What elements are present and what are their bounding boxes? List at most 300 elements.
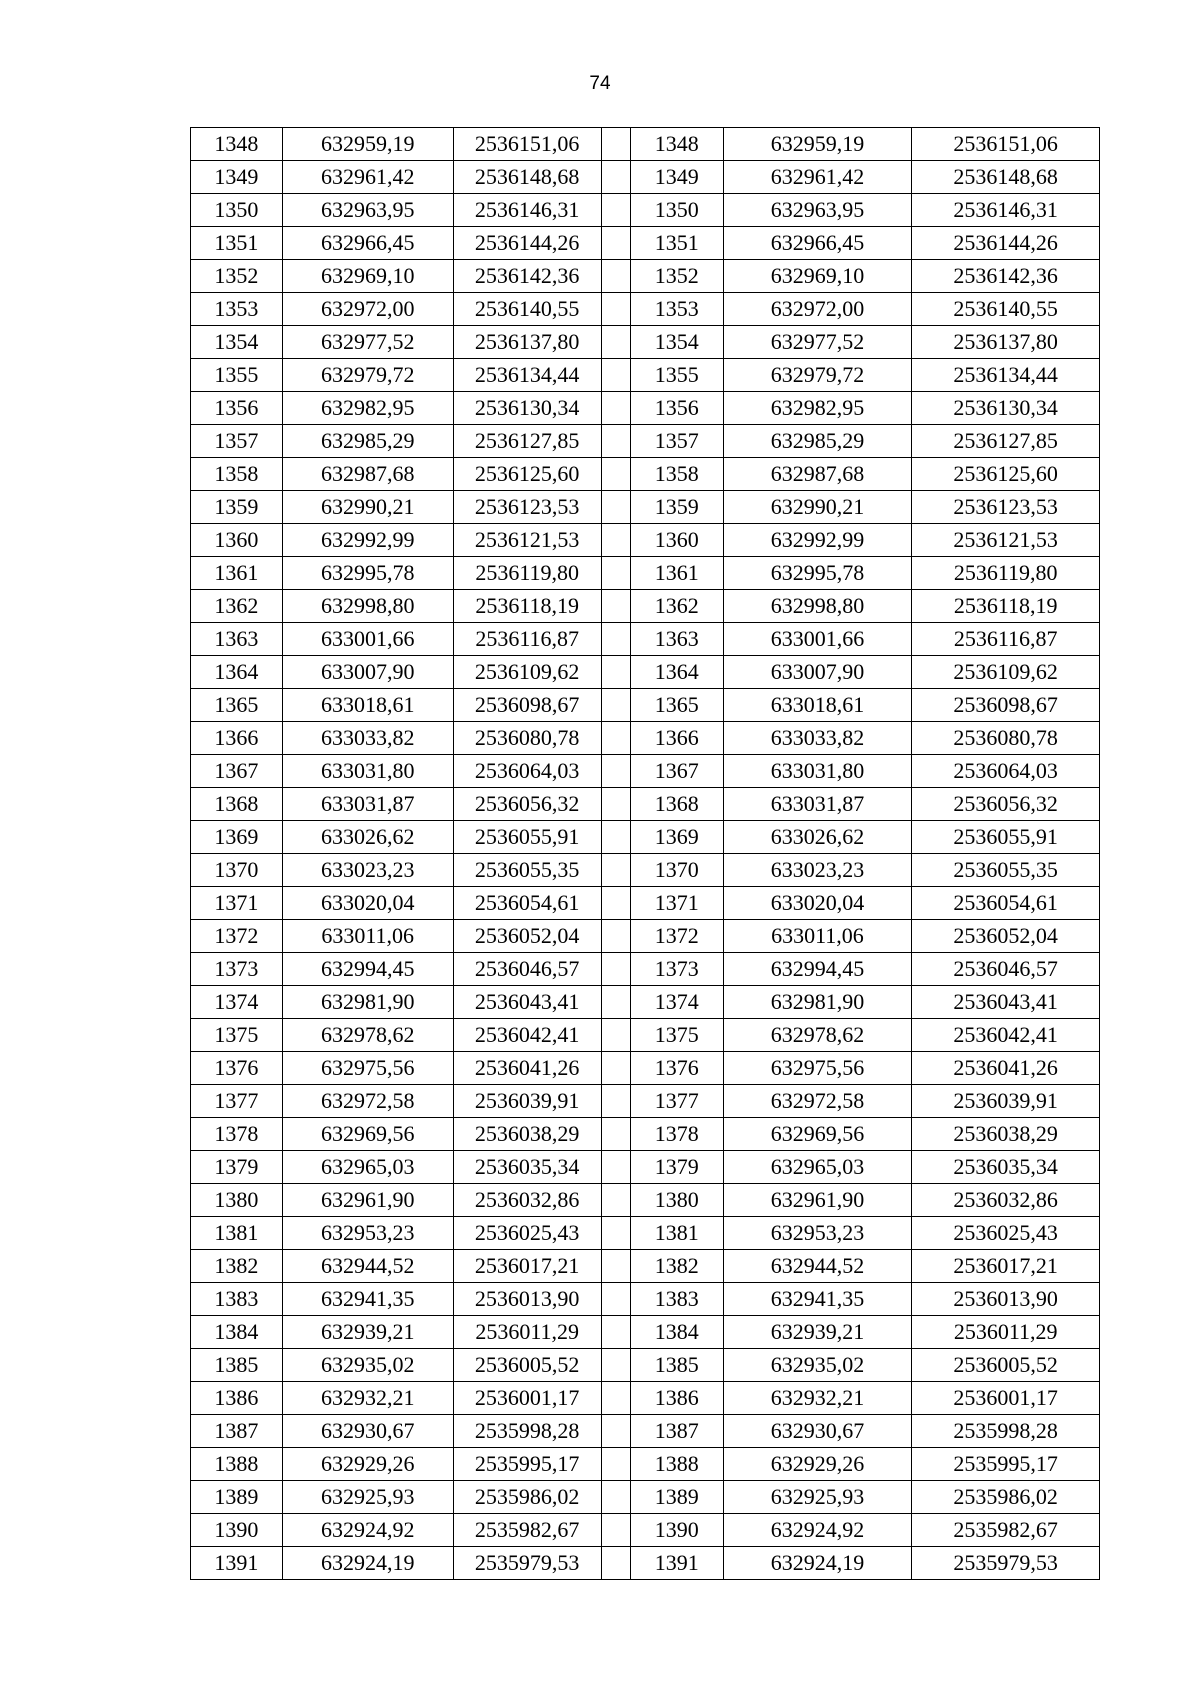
table-row <box>191 1349 1100 1382</box>
y-coordinate-cell: 2536144,26 <box>912 227 1100 260</box>
y-coordinate-cell: 2536121,53 <box>453 524 601 557</box>
x-coordinate-cell: 633020,04 <box>723 887 912 920</box>
table-row <box>191 128 1100 161</box>
table-row <box>191 821 1100 854</box>
spacer-cell <box>601 920 630 953</box>
point-number-cell: 1383 <box>630 1283 723 1316</box>
spacer-cell <box>601 1085 630 1118</box>
point-number-cell: 1362 <box>630 590 723 623</box>
x-coordinate-cell: 632961,42 <box>723 161 912 194</box>
x-coordinate-cell: 632990,21 <box>282 491 453 524</box>
spacer-cell <box>601 1316 630 1349</box>
y-coordinate-cell: 2536130,34 <box>912 392 1100 425</box>
y-coordinate-cell: 2536140,55 <box>453 293 601 326</box>
x-coordinate-cell: 632939,21 <box>282 1316 453 1349</box>
table-row <box>191 1052 1100 1085</box>
spacer-cell <box>601 326 630 359</box>
table-row <box>191 689 1100 722</box>
table-row <box>191 920 1100 953</box>
y-coordinate-cell: 2536005,52 <box>912 1349 1100 1382</box>
x-coordinate-cell: 632972,58 <box>282 1085 453 1118</box>
y-coordinate-cell: 2536017,21 <box>453 1250 601 1283</box>
point-number-cell: 1382 <box>630 1250 723 1283</box>
point-number-cell: 1355 <box>191 359 283 392</box>
x-coordinate-cell: 632982,95 <box>723 392 912 425</box>
point-number-cell: 1376 <box>630 1052 723 1085</box>
x-coordinate-cell: 632963,95 <box>723 194 912 227</box>
y-coordinate-cell: 2536055,91 <box>453 821 601 854</box>
page-number: 74 <box>589 73 611 94</box>
y-coordinate-cell: 2536148,68 <box>453 161 601 194</box>
y-coordinate-cell: 2535982,67 <box>912 1514 1100 1547</box>
spacer-cell <box>601 1052 630 1085</box>
x-coordinate-cell: 632969,10 <box>723 260 912 293</box>
point-number-cell: 1390 <box>630 1514 723 1547</box>
y-coordinate-cell: 2536032,86 <box>912 1184 1100 1217</box>
y-coordinate-cell: 2536125,60 <box>453 458 601 491</box>
table-row <box>191 1250 1100 1283</box>
point-number-cell: 1363 <box>630 623 723 656</box>
y-coordinate-cell: 2536127,85 <box>453 425 601 458</box>
y-coordinate-cell: 2535982,67 <box>453 1514 601 1547</box>
point-number-cell: 1378 <box>630 1118 723 1151</box>
spacer-cell <box>601 1283 630 1316</box>
point-number-cell: 1366 <box>191 722 283 755</box>
table-row <box>191 1019 1100 1052</box>
table-row <box>191 755 1100 788</box>
x-coordinate-cell: 632977,52 <box>282 326 453 359</box>
spacer-cell <box>601 425 630 458</box>
x-coordinate-cell: 633033,82 <box>282 722 453 755</box>
x-coordinate-cell: 633026,62 <box>723 821 912 854</box>
point-number-cell: 1373 <box>630 953 723 986</box>
y-coordinate-cell: 2536055,35 <box>912 854 1100 887</box>
point-number-cell: 1384 <box>191 1316 283 1349</box>
y-coordinate-cell: 2536098,67 <box>453 689 601 722</box>
y-coordinate-cell: 2536035,34 <box>453 1151 601 1184</box>
x-coordinate-cell: 632944,52 <box>723 1250 912 1283</box>
y-coordinate-cell: 2536116,87 <box>453 623 601 656</box>
x-coordinate-cell: 632930,67 <box>723 1415 912 1448</box>
point-number-cell: 1380 <box>630 1184 723 1217</box>
y-coordinate-cell: 2536039,91 <box>912 1085 1100 1118</box>
x-coordinate-cell: 632925,93 <box>723 1481 912 1514</box>
table-row <box>191 854 1100 887</box>
x-coordinate-cell: 632982,95 <box>282 392 453 425</box>
x-coordinate-cell: 632941,35 <box>282 1283 453 1316</box>
y-coordinate-cell: 2536123,53 <box>912 491 1100 524</box>
point-number-cell: 1386 <box>630 1382 723 1415</box>
x-coordinate-cell: 632987,68 <box>723 458 912 491</box>
spacer-cell <box>601 458 630 491</box>
table-row <box>191 458 1100 491</box>
x-coordinate-cell: 633018,61 <box>282 689 453 722</box>
table-row <box>191 1283 1100 1316</box>
spacer-cell <box>601 128 630 161</box>
point-number-cell: 1390 <box>191 1514 283 1547</box>
x-coordinate-cell: 633031,80 <box>723 755 912 788</box>
point-number-cell: 1389 <box>630 1481 723 1514</box>
point-number-cell: 1391 <box>191 1547 283 1580</box>
y-coordinate-cell: 2536146,31 <box>912 194 1100 227</box>
table-row <box>191 524 1100 557</box>
spacer-cell <box>601 986 630 1019</box>
spacer-cell <box>601 1448 630 1481</box>
coordinates-table-body <box>191 128 1100 1580</box>
table-row <box>191 161 1100 194</box>
y-coordinate-cell: 2536118,19 <box>912 590 1100 623</box>
point-number-cell: 1379 <box>191 1151 283 1184</box>
x-coordinate-cell: 632994,45 <box>723 953 912 986</box>
y-coordinate-cell: 2536055,91 <box>912 821 1100 854</box>
x-coordinate-cell: 632998,80 <box>282 590 453 623</box>
y-coordinate-cell: 2536041,26 <box>453 1052 601 1085</box>
point-number-cell: 1380 <box>191 1184 283 1217</box>
point-number-cell: 1372 <box>630 920 723 953</box>
x-coordinate-cell: 632995,78 <box>723 557 912 590</box>
point-number-cell: 1370 <box>191 854 283 887</box>
table-row <box>191 1481 1100 1514</box>
x-coordinate-cell: 633031,87 <box>723 788 912 821</box>
point-number-cell: 1358 <box>191 458 283 491</box>
point-number-cell: 1354 <box>630 326 723 359</box>
table-row <box>191 194 1100 227</box>
point-number-cell: 1381 <box>191 1217 283 1250</box>
spacer-cell <box>601 1514 630 1547</box>
x-coordinate-cell: 632979,72 <box>723 359 912 392</box>
x-coordinate-cell: 633001,66 <box>282 623 453 656</box>
x-coordinate-cell: 632998,80 <box>723 590 912 623</box>
point-number-cell: 1370 <box>630 854 723 887</box>
y-coordinate-cell: 2536140,55 <box>912 293 1100 326</box>
x-coordinate-cell: 633011,06 <box>723 920 912 953</box>
table-row <box>191 425 1100 458</box>
x-coordinate-cell: 632924,92 <box>723 1514 912 1547</box>
point-number-cell: 1357 <box>191 425 283 458</box>
table-row <box>191 491 1100 524</box>
point-number-cell: 1374 <box>191 986 283 1019</box>
y-coordinate-cell: 2536146,31 <box>453 194 601 227</box>
x-coordinate-cell: 632930,67 <box>282 1415 453 1448</box>
y-coordinate-cell: 2536134,44 <box>912 359 1100 392</box>
y-coordinate-cell: 2536017,21 <box>912 1250 1100 1283</box>
y-coordinate-cell: 2536121,53 <box>912 524 1100 557</box>
x-coordinate-cell: 632925,93 <box>282 1481 453 1514</box>
y-coordinate-cell: 2536043,41 <box>912 986 1100 1019</box>
x-coordinate-cell: 633026,62 <box>282 821 453 854</box>
x-coordinate-cell: 633023,23 <box>282 854 453 887</box>
spacer-cell <box>601 722 630 755</box>
y-coordinate-cell: 2536042,41 <box>912 1019 1100 1052</box>
point-number-cell: 1350 <box>630 194 723 227</box>
x-coordinate-cell: 632979,72 <box>282 359 453 392</box>
point-number-cell: 1364 <box>191 656 283 689</box>
x-coordinate-cell: 633007,90 <box>723 656 912 689</box>
y-coordinate-cell: 2536011,29 <box>912 1316 1100 1349</box>
spacer-cell <box>601 1382 630 1415</box>
table-row <box>191 1514 1100 1547</box>
table-row <box>191 788 1100 821</box>
x-coordinate-cell: 632969,56 <box>723 1118 912 1151</box>
y-coordinate-cell: 2535998,28 <box>453 1415 601 1448</box>
y-coordinate-cell: 2536119,80 <box>912 557 1100 590</box>
table-row <box>191 722 1100 755</box>
x-coordinate-cell: 632985,29 <box>723 425 912 458</box>
spacer-cell <box>601 821 630 854</box>
point-number-cell: 1368 <box>630 788 723 821</box>
spacer-cell <box>601 755 630 788</box>
point-number-cell: 1353 <box>630 293 723 326</box>
y-coordinate-cell: 2535979,53 <box>453 1547 601 1580</box>
table-row <box>191 260 1100 293</box>
point-number-cell: 1386 <box>191 1382 283 1415</box>
table-row <box>191 953 1100 986</box>
point-number-cell: 1377 <box>630 1085 723 1118</box>
y-coordinate-cell: 2536151,06 <box>912 128 1100 161</box>
point-number-cell: 1363 <box>191 623 283 656</box>
y-coordinate-cell: 2536038,29 <box>453 1118 601 1151</box>
x-coordinate-cell: 632932,21 <box>723 1382 912 1415</box>
x-coordinate-cell: 633023,23 <box>723 854 912 887</box>
y-coordinate-cell: 2536134,44 <box>453 359 601 392</box>
y-coordinate-cell: 2535995,17 <box>453 1448 601 1481</box>
point-number-cell: 1351 <box>191 227 283 260</box>
spacer-cell <box>601 524 630 557</box>
point-number-cell: 1369 <box>191 821 283 854</box>
point-number-cell: 1388 <box>191 1448 283 1481</box>
y-coordinate-cell: 2536109,62 <box>453 656 601 689</box>
x-coordinate-cell: 632929,26 <box>723 1448 912 1481</box>
x-coordinate-cell: 633031,80 <box>282 755 453 788</box>
table-row <box>191 293 1100 326</box>
x-coordinate-cell: 632924,92 <box>282 1514 453 1547</box>
y-coordinate-cell: 2536137,80 <box>912 326 1100 359</box>
point-number-cell: 1391 <box>630 1547 723 1580</box>
x-coordinate-cell: 632935,02 <box>723 1349 912 1382</box>
y-coordinate-cell: 2536144,26 <box>453 227 601 260</box>
point-number-cell: 1387 <box>191 1415 283 1448</box>
y-coordinate-cell: 2536123,53 <box>453 491 601 524</box>
x-coordinate-cell: 632981,90 <box>723 986 912 1019</box>
y-coordinate-cell: 2536039,91 <box>453 1085 601 1118</box>
point-number-cell: 1356 <box>191 392 283 425</box>
spacer-cell <box>601 1250 630 1283</box>
table-row <box>191 557 1100 590</box>
spacer-cell <box>601 590 630 623</box>
point-number-cell: 1351 <box>630 227 723 260</box>
spacer-cell <box>601 260 630 293</box>
y-coordinate-cell: 2536001,17 <box>453 1382 601 1415</box>
x-coordinate-cell: 632972,00 <box>723 293 912 326</box>
y-coordinate-cell: 2536056,32 <box>453 788 601 821</box>
x-coordinate-cell: 632935,02 <box>282 1349 453 1382</box>
y-coordinate-cell: 2536013,90 <box>453 1283 601 1316</box>
spacer-cell <box>601 1019 630 1052</box>
point-number-cell: 1352 <box>191 260 283 293</box>
x-coordinate-cell: 632992,99 <box>723 524 912 557</box>
y-coordinate-cell: 2536064,03 <box>453 755 601 788</box>
x-coordinate-cell: 633031,87 <box>282 788 453 821</box>
point-number-cell: 1361 <box>191 557 283 590</box>
point-number-cell: 1372 <box>191 920 283 953</box>
point-number-cell: 1354 <box>191 326 283 359</box>
y-coordinate-cell: 2536130,34 <box>453 392 601 425</box>
y-coordinate-cell: 2535995,17 <box>912 1448 1100 1481</box>
y-coordinate-cell: 2536098,67 <box>912 689 1100 722</box>
x-coordinate-cell: 632961,90 <box>282 1184 453 1217</box>
spacer-cell <box>601 656 630 689</box>
point-number-cell: 1365 <box>630 689 723 722</box>
x-coordinate-cell: 632978,62 <box>723 1019 912 1052</box>
y-coordinate-cell: 2535986,02 <box>453 1481 601 1514</box>
spacer-cell <box>601 491 630 524</box>
y-coordinate-cell: 2536127,85 <box>912 425 1100 458</box>
spacer-cell <box>601 194 630 227</box>
table-row <box>191 227 1100 260</box>
point-number-cell: 1379 <box>630 1151 723 1184</box>
point-number-cell: 1384 <box>630 1316 723 1349</box>
point-number-cell: 1369 <box>630 821 723 854</box>
spacer-cell <box>601 1415 630 1448</box>
spacer-cell <box>601 1481 630 1514</box>
spacer-cell <box>601 953 630 986</box>
point-number-cell: 1357 <box>630 425 723 458</box>
point-number-cell: 1383 <box>191 1283 283 1316</box>
point-number-cell: 1365 <box>191 689 283 722</box>
point-number-cell: 1381 <box>630 1217 723 1250</box>
table-row <box>191 392 1100 425</box>
y-coordinate-cell: 2536148,68 <box>912 161 1100 194</box>
y-coordinate-cell: 2536142,36 <box>912 260 1100 293</box>
y-coordinate-cell: 2536038,29 <box>912 1118 1100 1151</box>
x-coordinate-cell: 632990,21 <box>723 491 912 524</box>
x-coordinate-cell: 632961,90 <box>723 1184 912 1217</box>
y-coordinate-cell: 2536064,03 <box>912 755 1100 788</box>
point-number-cell: 1349 <box>191 161 283 194</box>
table-row <box>191 1382 1100 1415</box>
x-coordinate-cell: 632929,26 <box>282 1448 453 1481</box>
point-number-cell: 1366 <box>630 722 723 755</box>
x-coordinate-cell: 632959,19 <box>723 128 912 161</box>
y-coordinate-cell: 2536151,06 <box>453 128 601 161</box>
y-coordinate-cell: 2536025,43 <box>453 1217 601 1250</box>
point-number-cell: 1359 <box>191 491 283 524</box>
spacer-cell <box>601 227 630 260</box>
table-row <box>191 1184 1100 1217</box>
y-coordinate-cell: 2536052,04 <box>912 920 1100 953</box>
point-number-cell: 1348 <box>630 128 723 161</box>
spacer-cell <box>601 854 630 887</box>
point-number-cell: 1382 <box>191 1250 283 1283</box>
x-coordinate-cell: 632965,03 <box>282 1151 453 1184</box>
y-coordinate-cell: 2536011,29 <box>453 1316 601 1349</box>
y-coordinate-cell: 2536032,86 <box>453 1184 601 1217</box>
spacer-cell <box>601 359 630 392</box>
table-row <box>191 623 1100 656</box>
x-coordinate-cell: 632985,29 <box>282 425 453 458</box>
spacer-cell <box>601 293 630 326</box>
point-number-cell: 1359 <box>630 491 723 524</box>
point-number-cell: 1364 <box>630 656 723 689</box>
x-coordinate-cell: 632995,78 <box>282 557 453 590</box>
y-coordinate-cell: 2536035,34 <box>912 1151 1100 1184</box>
table-row <box>191 1118 1100 1151</box>
y-coordinate-cell: 2536001,17 <box>912 1382 1100 1415</box>
point-number-cell: 1375 <box>191 1019 283 1052</box>
y-coordinate-cell: 2536013,90 <box>912 1283 1100 1316</box>
x-coordinate-cell: 632969,56 <box>282 1118 453 1151</box>
spacer-cell <box>601 1547 630 1580</box>
spacer-cell <box>601 1184 630 1217</box>
table-row <box>191 1151 1100 1184</box>
x-coordinate-cell: 633020,04 <box>282 887 453 920</box>
spacer-cell <box>601 788 630 821</box>
x-coordinate-cell: 632981,90 <box>282 986 453 1019</box>
point-number-cell: 1378 <box>191 1118 283 1151</box>
x-coordinate-cell: 633033,82 <box>723 722 912 755</box>
point-number-cell: 1389 <box>191 1481 283 1514</box>
point-number-cell: 1353 <box>191 293 283 326</box>
x-coordinate-cell: 632972,58 <box>723 1085 912 1118</box>
table-row <box>191 326 1100 359</box>
point-number-cell: 1385 <box>630 1349 723 1382</box>
y-coordinate-cell: 2535986,02 <box>912 1481 1100 1514</box>
spacer-cell <box>601 557 630 590</box>
x-coordinate-cell: 632924,19 <box>723 1547 912 1580</box>
point-number-cell: 1371 <box>191 887 283 920</box>
x-coordinate-cell: 632939,21 <box>723 1316 912 1349</box>
point-number-cell: 1377 <box>191 1085 283 1118</box>
x-coordinate-cell: 633007,90 <box>282 656 453 689</box>
point-number-cell: 1375 <box>630 1019 723 1052</box>
point-number-cell: 1350 <box>191 194 283 227</box>
x-coordinate-cell: 632959,19 <box>282 128 453 161</box>
point-number-cell: 1374 <box>630 986 723 1019</box>
x-coordinate-cell: 633011,06 <box>282 920 453 953</box>
x-coordinate-cell: 632963,95 <box>282 194 453 227</box>
x-coordinate-cell: 632994,45 <box>282 953 453 986</box>
table-row <box>191 1217 1100 1250</box>
y-coordinate-cell: 2536005,52 <box>453 1349 601 1382</box>
x-coordinate-cell: 632953,23 <box>282 1217 453 1250</box>
x-coordinate-cell: 633018,61 <box>723 689 912 722</box>
y-coordinate-cell: 2536046,57 <box>453 953 601 986</box>
y-coordinate-cell: 2536056,32 <box>912 788 1100 821</box>
spacer-cell <box>601 1118 630 1151</box>
table-row <box>191 1547 1100 1580</box>
point-number-cell: 1355 <box>630 359 723 392</box>
y-coordinate-cell: 2536116,87 <box>912 623 1100 656</box>
y-coordinate-cell: 2536043,41 <box>453 986 601 1019</box>
y-coordinate-cell: 2536137,80 <box>453 326 601 359</box>
y-coordinate-cell: 2536054,61 <box>453 887 601 920</box>
point-number-cell: 1388 <box>630 1448 723 1481</box>
x-coordinate-cell: 632972,00 <box>282 293 453 326</box>
point-number-cell: 1352 <box>630 260 723 293</box>
point-number-cell: 1376 <box>191 1052 283 1085</box>
x-coordinate-cell: 632924,19 <box>282 1547 453 1580</box>
spacer-cell <box>601 1349 630 1382</box>
y-coordinate-cell: 2535979,53 <box>912 1547 1100 1580</box>
x-coordinate-cell: 632966,45 <box>723 227 912 260</box>
x-coordinate-cell: 632978,62 <box>282 1019 453 1052</box>
y-coordinate-cell: 2536046,57 <box>912 953 1100 986</box>
point-number-cell: 1360 <box>191 524 283 557</box>
x-coordinate-cell: 632932,21 <box>282 1382 453 1415</box>
x-coordinate-cell: 632992,99 <box>282 524 453 557</box>
y-coordinate-cell: 2536041,26 <box>912 1052 1100 1085</box>
table-row <box>191 1448 1100 1481</box>
